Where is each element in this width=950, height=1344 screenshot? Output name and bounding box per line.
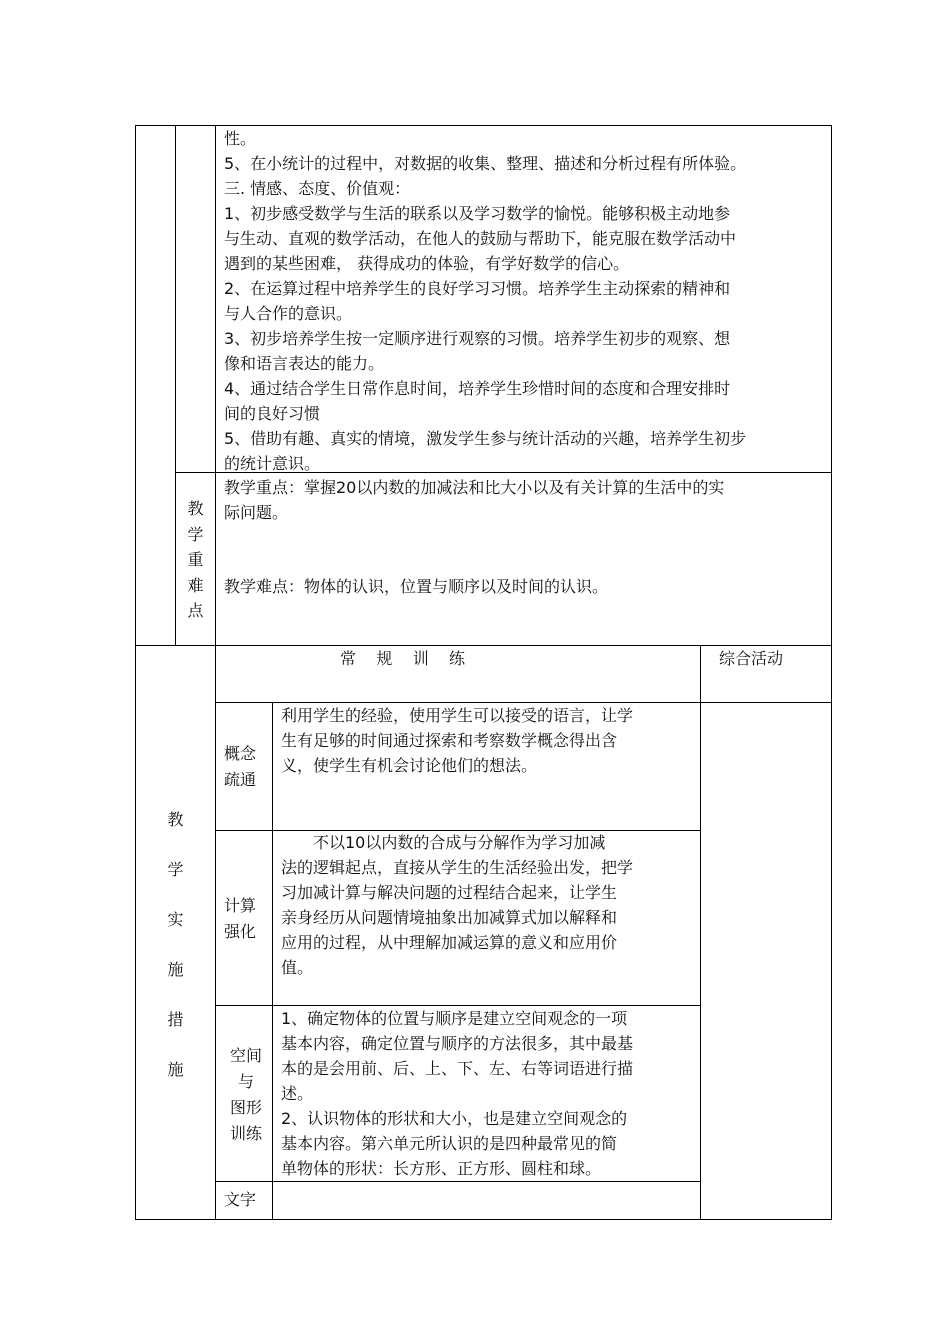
content-line: 值。 bbox=[281, 958, 314, 977]
objective-line: 5、借助有趣、真实的情境，激发学生参与统计活动的兴趣，培养学生初步 bbox=[224, 429, 747, 448]
content-line: 习加减计算与解决问题的过程结合起来，让学生 bbox=[281, 883, 618, 902]
row-label-line: 文字 bbox=[224, 1190, 257, 1209]
content-line: 应用的过程，从中理解加减运算的意义和应用价 bbox=[281, 933, 618, 952]
objective-line: 与生动、直观的数学活动，在他人的鼓励与帮助下，能克服在数学活动中 bbox=[224, 229, 737, 248]
content-line: 1、确定物体的位置与顺序是建立空间观念的一项 bbox=[281, 1009, 628, 1028]
content-line: 述。 bbox=[281, 1084, 314, 1103]
row-label-line: 强化 bbox=[224, 922, 257, 941]
content-line: 不以10以内数的合成与分解作为学习加减 bbox=[281, 833, 606, 852]
teaching-focus-line-1: 教学重点：掌握20以内数的加减法和比大小以及有关计算的生活中的实 bbox=[224, 478, 725, 497]
objectives-continued bbox=[224, 126, 829, 476]
row-label-calculation bbox=[224, 893, 256, 945]
upper-col-divider-2 bbox=[215, 125, 216, 645]
comprehensive-activity-header: 综合活动 bbox=[719, 649, 784, 668]
lower-col-divider-label bbox=[215, 645, 216, 1220]
objective-line: 2、在运算过程中培养学生的良好学习习惯。培养学生主动探索的精神和 bbox=[224, 279, 731, 298]
row-content-calculation bbox=[281, 830, 633, 980]
row-content-concept bbox=[281, 703, 633, 778]
measures-label bbox=[136, 795, 215, 1095]
content-line: 单物体的形状：长方形、正方形、圆柱和球。 bbox=[281, 1159, 602, 1178]
teaching-focus-line-2: 际问题。 bbox=[224, 503, 289, 522]
teaching-difficulty: 教学难点：物体的认识，位置与顺序以及时间的认识。 bbox=[224, 577, 609, 596]
content-line: 亲身经历从问题情境抽象出加减算式加以解释和 bbox=[281, 908, 618, 927]
label-char: 学 bbox=[167, 860, 184, 879]
content-line: 基本内容，确定位置与顺序的方法很多，其中最基 bbox=[281, 1034, 634, 1053]
content-line: 本的是会用前、后、上、下、左、右等词语进行描 bbox=[281, 1059, 634, 1078]
row-label-text bbox=[224, 1187, 256, 1212]
label-char: 重 bbox=[187, 550, 204, 569]
objective-line: 4、通过结合学生日常作息时间，培养学生珍惜时间的态度和合理安排时 bbox=[224, 379, 731, 398]
key-points-label bbox=[176, 496, 215, 624]
objective-line: 间的良好习惯 bbox=[224, 404, 321, 423]
objective-line: 像和语言表达的能力。 bbox=[224, 354, 385, 373]
row-label-line: 疏通 bbox=[224, 770, 257, 789]
content-line: 法的逻辑起点，直接从学生的生活经验出发，把学 bbox=[281, 858, 634, 877]
content-line: 基本内容。第六单元所认识的是四种最常见的简 bbox=[281, 1134, 618, 1153]
label-char: 教 bbox=[187, 499, 204, 518]
objective-line: 5、在小统计的过程中，对数据的收集、整理、描述和分析过程有所体验。 bbox=[224, 154, 747, 173]
label-char: 学 bbox=[187, 524, 204, 544]
table-right-border bbox=[831, 125, 832, 1220]
objective-line: 与人合作的意识。 bbox=[224, 304, 353, 323]
label-char: 教 bbox=[167, 810, 184, 829]
row-label-line: 概念 bbox=[224, 744, 257, 763]
content-line: 生有足够的时间通过探索和考察数学概念得出含 bbox=[281, 731, 618, 750]
label-char: 点 bbox=[187, 601, 204, 620]
row-divider-3 bbox=[215, 1181, 701, 1182]
objective-line: 3、初步培养学生按一定顺序进行观察的习惯。培养学生初步的观察、想 bbox=[224, 329, 731, 348]
objective-line: 1、初步感受数学与生活的联系以及学习数学的愉悦。能够积极主动地参 bbox=[224, 204, 731, 223]
row-content-space-geometry bbox=[281, 1006, 633, 1181]
label-char: 实 bbox=[167, 910, 184, 929]
label-char: 措 bbox=[167, 1010, 184, 1029]
row-label-divider bbox=[272, 702, 273, 1220]
objective-line: 遇到的某些困难， 获得成功的体验，有学好数学的信心。 bbox=[224, 254, 630, 273]
content-line: 义，使学生有机会讨论他们的想法。 bbox=[281, 756, 538, 775]
objective-line: 的统计意识。 bbox=[224, 454, 321, 473]
objective-line: 性。 bbox=[224, 129, 257, 148]
label-char: 施 bbox=[167, 960, 184, 979]
row-label-line: 与 bbox=[237, 1072, 254, 1091]
lower-col-divider-activity bbox=[700, 645, 701, 1220]
label-char: 难 bbox=[187, 575, 204, 595]
row-label-space-geometry bbox=[224, 1043, 268, 1147]
row-label-concept bbox=[224, 741, 256, 793]
content-line: 利用学生的经验，使用学生可以接受的语言，让学 bbox=[281, 706, 634, 725]
row-label-line: 空间 bbox=[229, 1046, 262, 1065]
label-char: 施 bbox=[167, 1060, 184, 1079]
row-label-line: 图形 bbox=[229, 1098, 262, 1117]
content-line: 2、认识物体的形状和大小，也是建立空间观念的 bbox=[281, 1109, 628, 1128]
objective-line: 三. 情感、态度、价值观： bbox=[224, 179, 411, 198]
row-label-line: 训练 bbox=[229, 1124, 262, 1143]
routine-training-header: 常 规 训 练 bbox=[340, 649, 466, 668]
table-bottom-border bbox=[135, 1219, 832, 1220]
row-label-line: 计算 bbox=[224, 896, 257, 915]
